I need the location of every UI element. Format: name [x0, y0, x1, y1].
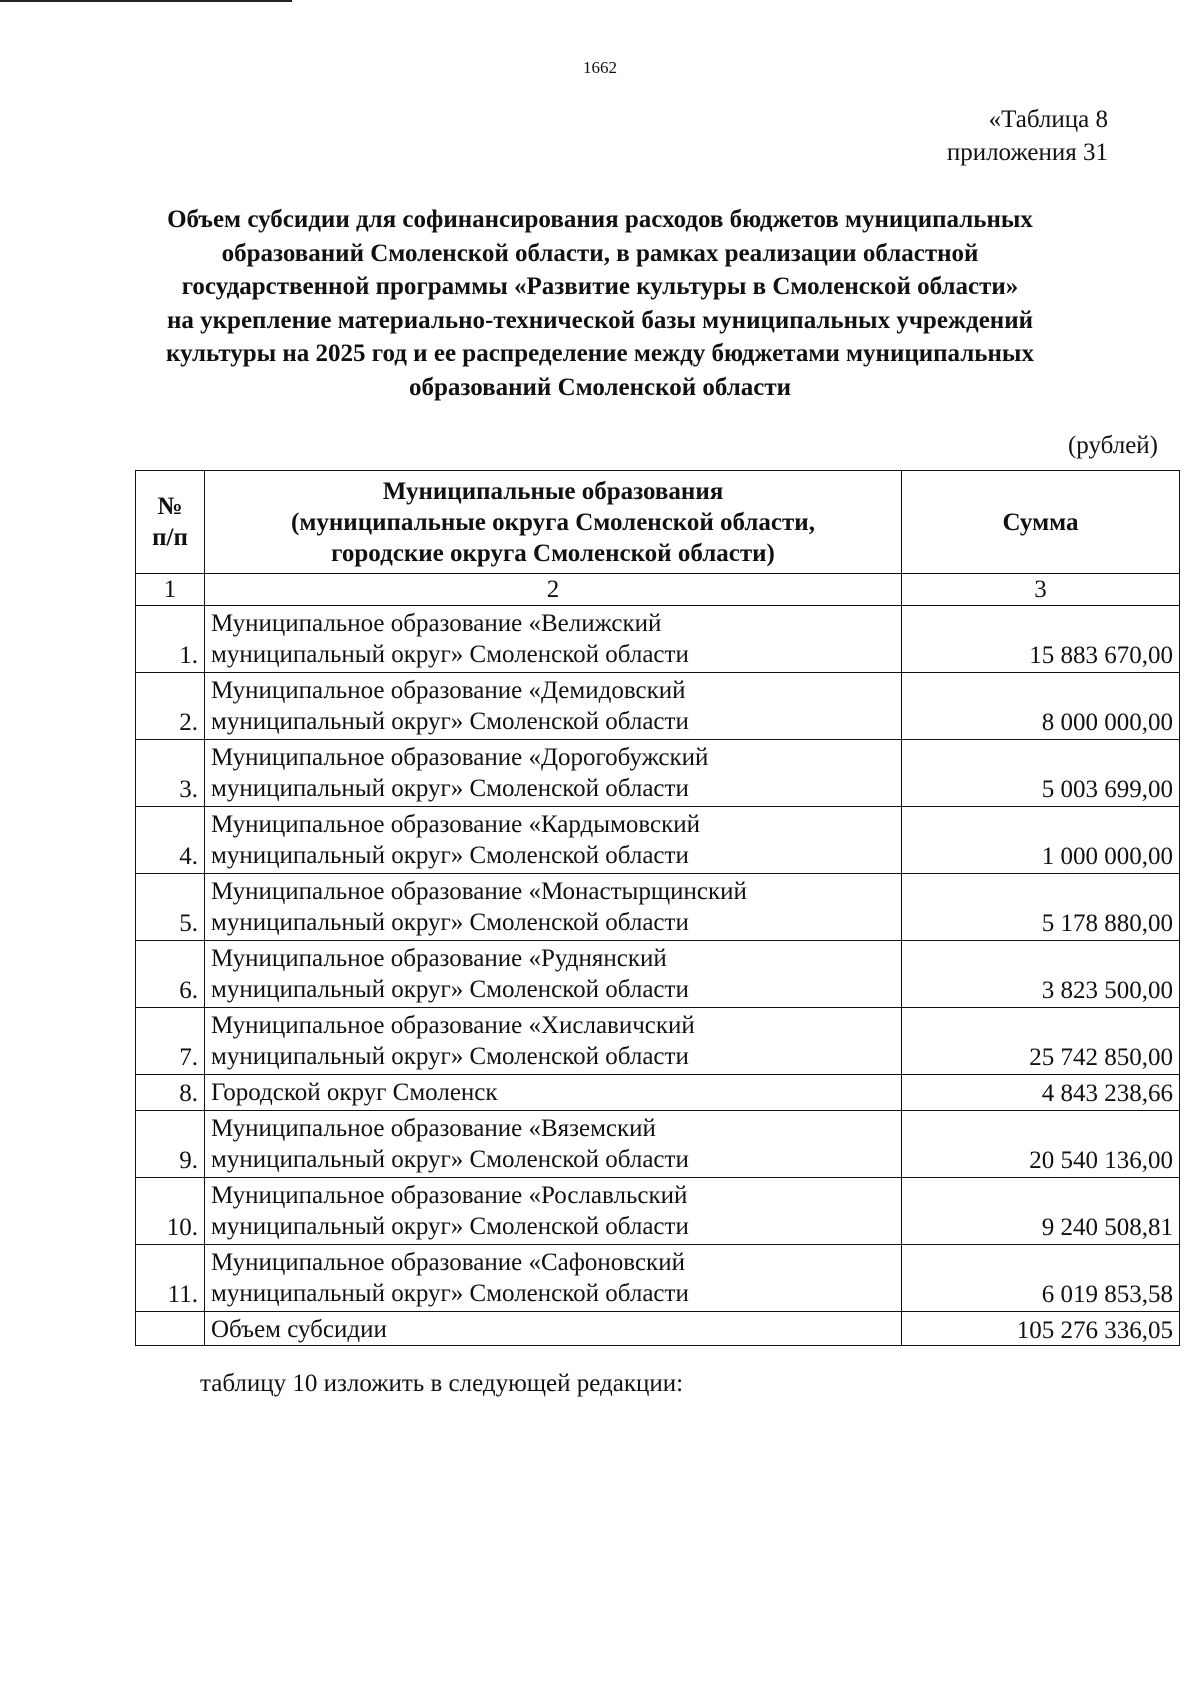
row-number: 1.: [136, 606, 205, 673]
row-sum: 20 540 136,00: [902, 1111, 1180, 1178]
row-number: 6.: [136, 941, 205, 1008]
municipality-line: Муниципальное образование «Монастырщинский: [211, 878, 747, 905]
municipality-line: муниципальный округ» Смоленской области: [211, 708, 689, 735]
table-row: [136, 1008, 1180, 1075]
table-reference: [947, 103, 1108, 169]
row-number: 8.: [136, 1075, 205, 1111]
table-row: [136, 1178, 1180, 1245]
table-row: [136, 1245, 1180, 1312]
page-number: 1662: [583, 58, 617, 77]
row-municipality: [205, 874, 902, 941]
row-sum: 6 019 853,58: [902, 1245, 1180, 1312]
units-label: (рублей): [1067, 432, 1158, 459]
row-sum: 1 000 000,00: [902, 807, 1180, 874]
column-number-row: [136, 574, 1180, 606]
row-municipality: [205, 606, 902, 673]
title-line: культуры на 2025 год и ее распределение между бюджетами муниципальных: [166, 340, 1034, 367]
municipality-line: Муниципальное образование «Рославльский: [211, 1182, 688, 1209]
row-municipality: [205, 1111, 902, 1178]
row-sum: 8 000 000,00: [902, 673, 1180, 740]
table-row: [136, 1111, 1180, 1178]
municipality-line: муниципальный округ» Смоленской области: [211, 1043, 689, 1070]
total-row: [136, 1312, 1180, 1346]
total-sum: 105 276 336,05: [902, 1312, 1180, 1346]
table-row: [136, 673, 1180, 740]
table-reference-line: приложения 31: [946, 139, 1108, 166]
municipality-line: муниципальный округ» Смоленской области: [211, 842, 689, 869]
row-sum: 25 742 850,00: [902, 1008, 1180, 1075]
row-number: 11.: [136, 1245, 205, 1312]
title-line: государственной программы «Развитие культуры в Смоленской области»: [181, 273, 1019, 300]
top-edge-rule: [0, 0, 292, 2]
header-municipality-line: городские округа Смоленской области): [331, 539, 775, 567]
table-reference-line: «Таблица 8: [988, 106, 1108, 133]
row-number: 2.: [136, 673, 205, 740]
row-number: 10.: [136, 1178, 205, 1245]
row-municipality: [205, 673, 902, 740]
municipality-line: Муниципальное образование «Велижский: [211, 610, 662, 637]
header-number-line: №: [157, 493, 183, 520]
table-header-row: [136, 471, 1180, 574]
subsidy-table: [135, 470, 1180, 1346]
column-number: 2: [205, 574, 902, 606]
header-number: [136, 471, 205, 574]
header-municipality-line: Муниципальные образования: [382, 477, 724, 505]
row-sum: 3 823 500,00: [902, 941, 1180, 1008]
municipality-line: Муниципальное образование «Вяземский: [211, 1115, 656, 1142]
row-sum: 15 883 670,00: [902, 606, 1180, 673]
municipality-line: Городской округ Смоленск: [211, 1079, 498, 1106]
total-number-cell: [136, 1312, 205, 1346]
row-sum: 5 178 880,00: [902, 874, 1180, 941]
row-municipality: [205, 941, 902, 1008]
title-line: на укрепление материально-технической базы муниципальных учреждений: [166, 306, 1034, 334]
row-sum: 4 843 238,66: [902, 1075, 1180, 1111]
row-municipality: [205, 807, 902, 874]
row-municipality: [205, 1008, 902, 1075]
row-municipality: [205, 1245, 902, 1312]
row-sum: 5 003 699,00: [902, 740, 1180, 807]
municipality-line: Муниципальное образование «Демидовский: [211, 677, 686, 704]
municipality-line: Муниципальное образование «Сафоновский: [211, 1249, 685, 1276]
total-label: Объем субсидии: [205, 1312, 902, 1346]
table-row: [136, 740, 1180, 807]
municipality-line: муниципальный округ» Смоленской области: [211, 1280, 689, 1307]
row-number: 4.: [136, 807, 205, 874]
title-line: образований Смоленской области: [408, 373, 792, 401]
municipality-line: муниципальный округ» Смоленской области: [211, 1146, 689, 1173]
municipality-line: муниципальный округ» Смоленской области: [211, 1213, 689, 1240]
header-sum-label: Сумма: [1002, 508, 1079, 536]
header-municipality-line: (муниципальные округа Смоленской области,: [291, 508, 815, 536]
header-sum: [902, 471, 1180, 574]
table-row: [136, 874, 1180, 941]
column-number: 1: [136, 574, 205, 606]
row-number: 5.: [136, 874, 205, 941]
row-municipality: [205, 1178, 902, 1245]
title-line: образований Смоленской области, в рамках реализации областной: [221, 239, 979, 267]
municipality-line: Муниципальное образование «Хиславичский: [211, 1012, 695, 1039]
municipality-line: муниципальный округ» Смоленской области: [211, 641, 689, 668]
row-number: 7.: [136, 1008, 205, 1075]
row-municipality: [205, 740, 902, 807]
table-row: [136, 1075, 1180, 1111]
title-line: Объем субсидии для софинансирования расходов бюджетов муниципальных: [167, 206, 1033, 233]
column-number: 3: [902, 574, 1180, 606]
row-number: 9.: [136, 1111, 205, 1178]
municipality-line: муниципальный округ» Смоленской области: [211, 976, 689, 1003]
row-sum: 9 240 508,81: [902, 1178, 1180, 1245]
municipality-line: Муниципальное образование «Руднянский: [211, 945, 667, 972]
municipality-line: Муниципальное образование «Кардымовский: [211, 811, 701, 838]
municipality-line: муниципальный округ» Смоленской области: [211, 909, 689, 936]
row-number: 3.: [136, 740, 205, 807]
municipality-line: муниципальный округ» Смоленской области: [211, 775, 689, 802]
table-row: [136, 606, 1180, 673]
table-row: [136, 941, 1180, 1008]
table-row: [136, 807, 1180, 874]
header-municipality: [205, 471, 902, 574]
closing-text: таблицу 10 изложить в следующей редакции:: [200, 1370, 684, 1397]
municipality-line: Муниципальное образование «Дорогобужский: [211, 744, 709, 771]
header-number-line: п/п: [152, 524, 188, 551]
document-title: [100, 203, 1100, 404]
row-municipality: [205, 1075, 902, 1111]
